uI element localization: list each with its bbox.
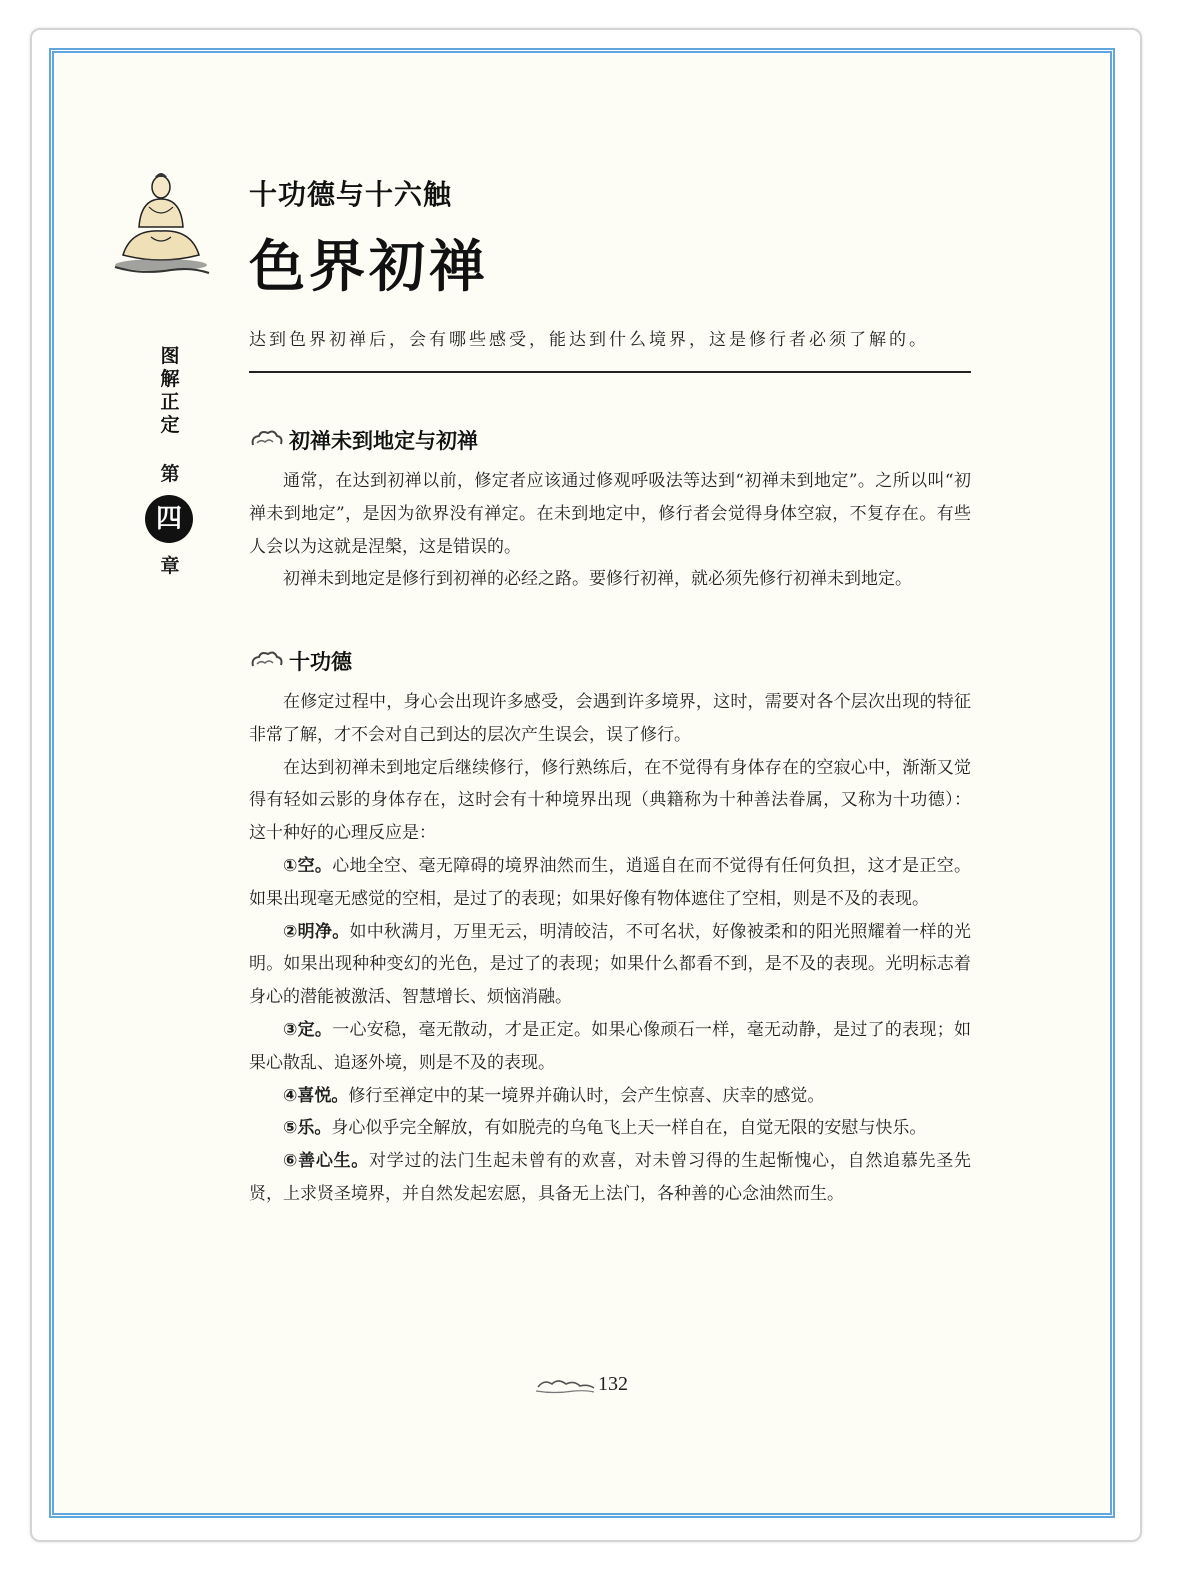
item-label: ⑤乐。: [283, 1118, 332, 1139]
section-kicker: 十功德与十六触: [249, 178, 453, 211]
side-char: 定: [160, 414, 180, 436]
item-label: ⑥善心生。: [283, 1151, 370, 1172]
book-side-label: [156, 345, 184, 437]
side-char: 图: [160, 345, 180, 367]
list-item: [249, 1080, 971, 1113]
item-text: 心地全空、毫无障碍的境界油然而生，逍遥自在而不觉得有任何负担，这才是正空。如果出现毫无感觉的空相，是过了的表现；如果好像有物体遮住了空相，则是不及的表现。: [249, 855, 971, 909]
item-text: 对学过的法门生起未曾有的欢喜，对未曾习得的生起惭愧心，自然追慕先圣先贤，上求贤圣境界，并自然发起宏愿，具备无上法门，各种善的心念油然而生。: [249, 1151, 971, 1204]
paragraph: 在达到初禅未到地定后继续修行，修行熟练后，在不觉得有身体存在的空寂心中，渐渐又觉得有轻如云影的身体存在，这时会有十种境界出现（典籍称为十种善法眷属，又称为十功德）：这十种好的心理反应是：: [249, 757, 971, 844]
section-heading-text: 初禅未到地定与初禅: [289, 428, 478, 453]
item-label: ④喜悦。: [283, 1085, 349, 1106]
section-body: [249, 686, 971, 1211]
section-heading-text: 十功德: [289, 649, 352, 674]
paragraph: 在修定过程中，身心会出现许多感受，会遇到许多境界，这时，需要对各个层次出现的特征非常了解，才不会对自己到达的层次产生误会，误了修行。: [249, 692, 971, 745]
item-label: ②明净。: [283, 921, 350, 942]
page-number-text: 132: [598, 1373, 628, 1395]
side-char: 解: [160, 368, 180, 390]
item-text: 修行至禅定中的某一境界并确认时，会产生惊喜、庆幸的感觉。: [348, 1085, 825, 1106]
item-text: 一心安稳，毫无散动，才是正定。如果心像顽石一样，毫无动静，是过了的表现；如果心散乱、追逐外境，则是不及的表现。: [249, 1019, 971, 1073]
list-item: [249, 1014, 971, 1080]
book-page: [56, 55, 1110, 1513]
list-item: [249, 850, 971, 916]
cloud-ornament-icon: [249, 427, 285, 453]
list-item: [249, 1145, 971, 1211]
divider: [249, 371, 971, 373]
chapter-title: 色界初禅: [249, 234, 489, 300]
cloud-ornament-icon: [534, 1375, 596, 1395]
section-heading: [249, 425, 478, 455]
side-zhang: 章: [160, 555, 180, 577]
page-number: [534, 1373, 628, 1396]
list-item: [249, 1112, 971, 1145]
item-text: 身心似乎完全解放，有如脱壳的乌龟飞上天一样自在，自觉无限的安慰与快乐。: [331, 1118, 927, 1139]
paragraph: 通常，在达到初禅以前，修定者应该通过修观呼吸法等达到“初禅未到地定”。之所以叫“初禅未到地定”，是因为欲界没有禅定。在未到地定中，修行者会觉得身体空寂，不复存在。有些人会以为这就是涅槃，这是错误的。: [249, 471, 971, 557]
buddha-illustration: [111, 167, 211, 277]
chapter-intro: 达到色界初禅后，会有哪些感受，能达到什么境界，这是修行者必须了解的。: [249, 330, 929, 350]
section-body: [249, 465, 971, 596]
section-heading: [249, 646, 352, 676]
paragraph: 初禅未到地定是修行到初禅的必经之路。要修行初禅，就必须先修行初禅未到地定。: [283, 569, 912, 590]
side-char: 正: [160, 391, 180, 413]
list-item: [249, 916, 971, 1014]
cloud-ornament-icon: [249, 648, 285, 674]
item-text: 如中秋满月，万里无云，明清皎洁，不可名状，好像被柔和的阳光照耀着一样的光明。如果出现种种变幻的光色，是过了的表现；如果什么都看不到，是不及的表现。光明标志着身心的潜能被激活、智慧增长、烦恼消融。: [249, 921, 971, 1008]
side-di: 第: [160, 463, 180, 485]
item-label: ①空。: [283, 855, 333, 876]
item-label: ③定。: [283, 1019, 333, 1040]
chapter-number-badge: 四: [145, 495, 193, 543]
